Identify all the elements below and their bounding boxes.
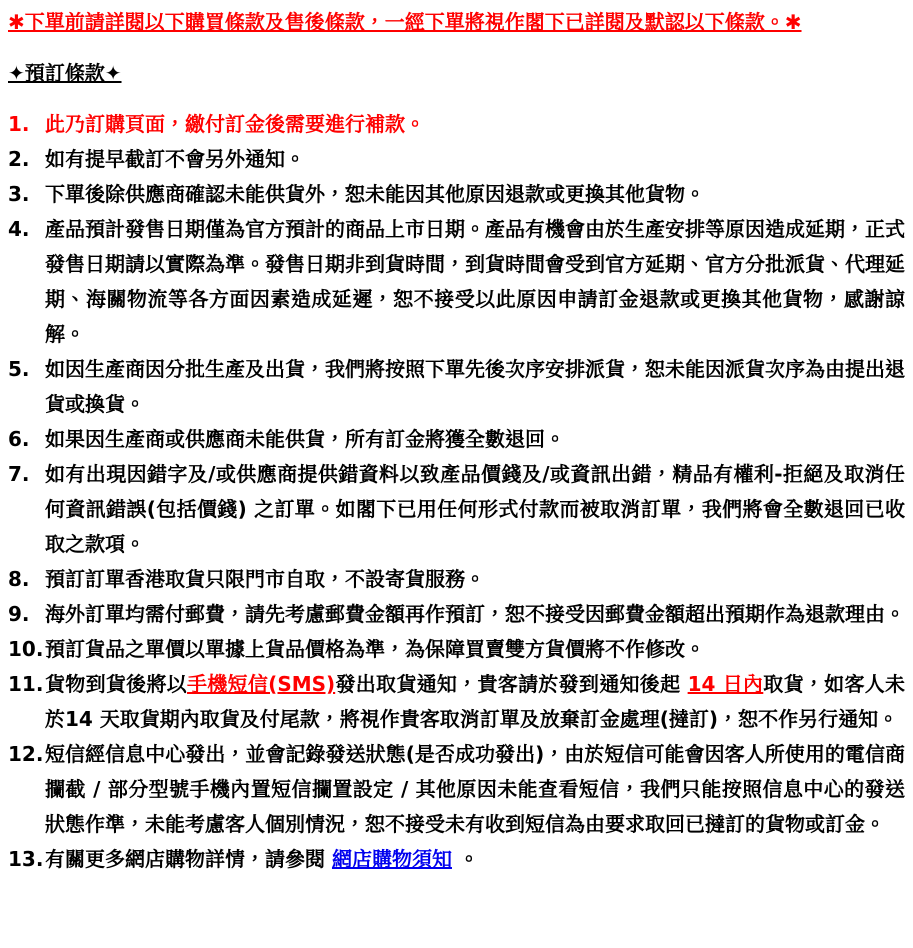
term-item-6 <box>8 422 905 457</box>
term-text-segment: 有關更多網店購物詳情，請參閱 <box>45 847 332 871</box>
term-text: 預訂訂單香港取貨只限門市自取，不設寄貨服務。 <box>45 567 485 591</box>
term-item-1 <box>8 107 905 142</box>
store-shopping-notice-link[interactable]: 網店購物須知 <box>331 847 452 871</box>
terms-list <box>8 107 905 877</box>
term-number: 9. <box>8 602 30 626</box>
pickup-deadline-highlight: 14 日內 <box>687 672 764 696</box>
term-item-8 <box>8 562 905 597</box>
term-item-2 <box>8 142 905 177</box>
term-item-7 <box>8 457 905 562</box>
term-number: 2. <box>8 147 30 171</box>
term-text: 如有提早截訂不會另外通知。 <box>45 147 305 171</box>
term-item-11 <box>8 667 905 737</box>
term-number: 13. <box>8 847 44 871</box>
term-number: 1. <box>8 112 30 136</box>
term-item-12 <box>8 737 905 842</box>
term-text: 產品預計發售日期僅為官方預計的商品上市日期。產品有機會由於生產安排等原因造成延期，正式發售日期請以實際為準。發售日期非到貨時間，到貨時間會受到官方延期、官方分批派貨、代理延期、海關物流等各方面因素造成延遲，恕不接受以此原因申請訂金退款或更換其他貨物，感謝諒解。 <box>45 217 905 346</box>
term-number: 3. <box>8 182 30 206</box>
term-text-segment: 取貨，如客人未於14 天取貨期內取貨及付尾款，將視作貴客取消訂單及放棄訂金處理(撻訂)，恕不作另行通知。 <box>45 672 906 731</box>
term-item-3 <box>8 177 905 212</box>
term-number: 4. <box>8 217 30 241</box>
term-text: 如因生產商因分批生產及出貨，我們將按照下單先後次序安排派貨，恕未能因派貨次序為由提出退貨或換貨。 <box>45 357 905 416</box>
term-number: 11. <box>8 672 44 696</box>
term-number: 7. <box>8 462 30 486</box>
term-text: 短信經信息中心發出，並會記錄發送狀態(是否成功發出)，由於短信可能會因客人所使用的電信商攔截 / 部分型號手機內置短信攔置設定 / 其他原因未能查看短信，我們只能按照信息中心的發送狀態作準，未能考慮客人個別情況，恕不接受未有收到短信為由要求取回已撻訂的貨物或訂金。 <box>45 742 905 836</box>
term-number: 5. <box>8 357 30 381</box>
term-item-4 <box>8 212 905 352</box>
term-text: 如果因生產商或供應商未能供貨，所有訂金將獲全數退回。 <box>45 427 565 451</box>
term-number: 10. <box>8 637 44 661</box>
term-item-10 <box>8 632 905 667</box>
term-text-segment: 。 <box>451 847 479 871</box>
term-item-9 <box>8 597 905 632</box>
sms-notice-highlight: 手機短信(SMS) <box>187 672 336 696</box>
term-text: 海外訂單均需付郵費，請先考慮郵費金額再作預訂，恕不接受因郵費金額超出預期作為退款理由。 <box>45 602 905 626</box>
term-text <box>45 842 905 877</box>
pre-order-warning-banner: ✱下單前請詳閱以下購買條款及售後條款，一經下單將視作閣下已詳閱及默認以下條款。✱ <box>8 10 802 34</box>
term-item-13 <box>8 842 905 877</box>
term-number: 12. <box>8 742 44 766</box>
term-text: 預訂貨品之單價以單據上貨品價格為準，為保障買賣雙方貨價將不作修改。 <box>45 637 705 661</box>
term-text: 如有出現因錯字及/或供應商提供錯資料以致產品價錢及/或資訊出錯，精品有權利-拒絕及取消任何資訊錯誤(包括價錢) 之訂單。如閣下已用任何形式付款而被取消訂單，我們將會全數退回已收取之款項。 <box>45 462 905 556</box>
section-title-preorder-terms: ✦預訂條款✦ <box>8 61 122 85</box>
term-text-segment: 貨物到貨後將以 <box>45 672 188 696</box>
term-number: 6. <box>8 427 30 451</box>
term-item-5 <box>8 352 905 422</box>
term-text: 下單後除供應商確認未能供貨外，恕未能因其他原因退款或更換其他貨物。 <box>45 182 705 206</box>
term-number: 8. <box>8 567 30 591</box>
term-text-segment: 發出取貨通知，貴客請於發到通知後起 <box>335 672 688 696</box>
term-text <box>45 667 905 737</box>
term-text: 此乃訂購頁面，繳付訂金後需要進行補款。 <box>45 112 425 136</box>
